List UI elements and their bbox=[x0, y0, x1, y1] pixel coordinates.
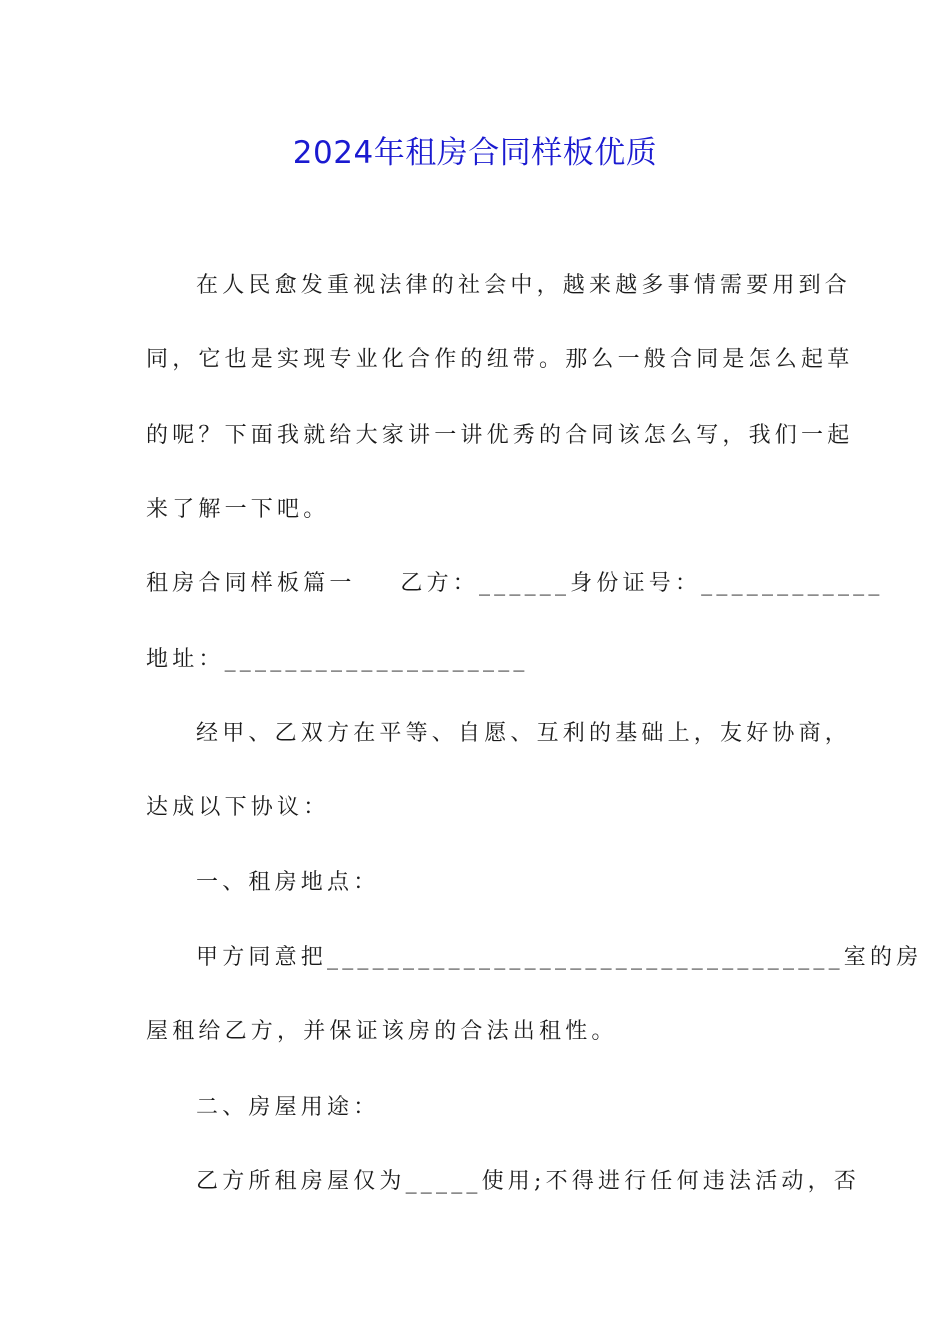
paragraph-line: 经甲、乙双方在平等、自愿、互利的基础上，友好协商， bbox=[196, 721, 852, 746]
section-heading: 一、租房地点： bbox=[196, 870, 380, 895]
paragraph-line: 同，它也是实现专业化合作的纽带。那么一般合同是怎么起草 bbox=[146, 347, 854, 372]
party-b-line: 租房合同样板篇一 乙方：______身份证号：____________ bbox=[146, 571, 884, 596]
paragraph-line: 甲方同意把__________________________________室的房 bbox=[196, 945, 923, 970]
paragraph-line: 达成以下协议： bbox=[146, 795, 330, 820]
paragraph-line: 在人民愈发重视法律的社会中，越来越多事情需要用到合 bbox=[196, 273, 852, 298]
address-line: 地址：____________________ bbox=[146, 647, 529, 672]
paragraph-line: 的呢？下面我就给大家讲一讲优秀的合同该怎么写，我们一起 bbox=[146, 423, 854, 448]
paragraph-line: 乙方所租房屋仅为_____使用;不得进行任何违法活动，否 bbox=[196, 1169, 861, 1194]
paragraph-line: 屋租给乙方，并保证该房的合法出租性。 bbox=[146, 1019, 618, 1044]
section-heading: 二、房屋用途： bbox=[196, 1095, 380, 1120]
document-title: 2024年租房合同样板优质 bbox=[292, 135, 658, 171]
paragraph-line: 来了解一下吧。 bbox=[146, 497, 330, 522]
